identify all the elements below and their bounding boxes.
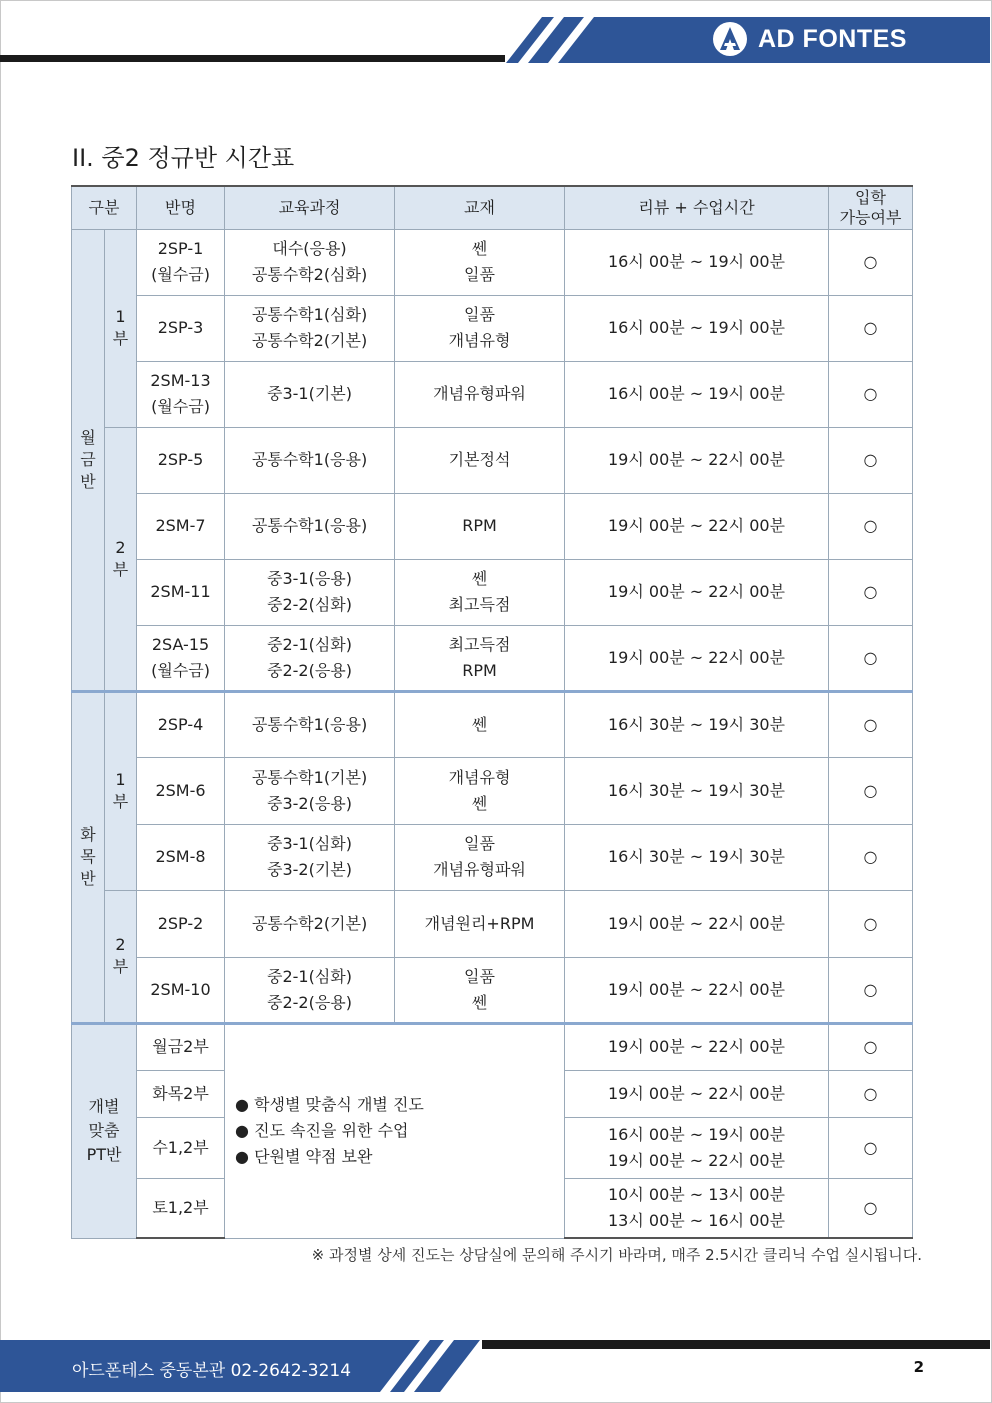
class-name-line: 2SM-7 [155,516,206,535]
footer-contact: 아드폰테스 중동본관 02-2642-3214 [72,1361,352,1381]
textbook [395,361,565,427]
admission-status: ○ [829,890,913,957]
course [225,427,395,493]
part-label-mf-1 [105,229,137,427]
class-time: 16시 00분 ~ 19시 00분 [565,229,829,295]
vertical-label: 2 부 [112,537,129,579]
class-time: 16시 30분 ~ 19시 30분 [565,757,829,824]
class-name [137,757,225,824]
course [225,824,395,890]
textbook-line: 쎈 [471,992,488,1012]
header-rule [0,55,505,62]
table-row [72,757,913,824]
pt-time [565,1178,829,1238]
textbook-line: 개념유형 [448,767,511,787]
class-name-line: (월수금) [151,660,210,680]
course-line: 공통수학2(기본) [251,913,368,933]
course-line: 중3-1(응용) [267,569,353,588]
course-line: 공통수학1(응용) [251,714,368,734]
pt-time-line: 10시 00분 ~ 13시 00분 [608,1184,786,1204]
admission-status: ○ [829,295,913,361]
class-time: 19시 00분 ~ 22시 00분 [565,559,829,625]
course [225,295,395,361]
table-row [72,295,913,361]
admission-status: ○ [829,427,913,493]
textbook [395,757,565,824]
textbook [395,559,565,625]
table-row [72,559,913,625]
class-name-line: 2SM-10 [150,979,211,999]
header-time: 리뷰 + 수업시간 [565,186,829,229]
pt-description [225,1023,565,1238]
textbook-line: 개념유형파워 [433,860,526,879]
class-name [137,957,225,1023]
admission-status: ○ [829,1023,913,1070]
class-time: 16시 30분 ~ 19시 30분 [565,691,829,757]
pt-time-line: 13시 00분 ~ 16시 00분 [608,1210,786,1230]
table-row [72,957,913,1023]
course-line: 공통수학1(응용) [251,516,368,535]
table-row [72,625,913,691]
pt-point-text: 단원별 약점 보완 [254,1147,373,1166]
header-book: 교재 [395,186,565,229]
admission-status: ○ [829,493,913,559]
logo-mark-icon [712,21,748,57]
pt-slot: 수1,2부 [137,1117,225,1178]
class-name [137,691,225,757]
header-course: 교육과정 [225,186,395,229]
course [225,691,395,757]
vertical-label: 월 금 반 [80,427,96,491]
textbook-line: 개념원리+RPM [424,913,535,933]
course-line: 중2-2(응용) [267,992,353,1012]
class-name [137,625,225,691]
course-line: 중3-2(기본) [267,860,353,879]
class-time: 16시 30분 ~ 19시 30분 [565,824,829,890]
admission-status: ○ [829,824,913,890]
admission-status: ○ [829,361,913,427]
course [225,890,395,957]
class-name [137,890,225,957]
brand-name: AD FONTES [758,24,907,53]
admission-status: ○ [829,625,913,691]
vertical-label: 2 부 [112,935,129,976]
group-label-pt-line: 개별 [88,1097,120,1116]
group-label-tt [72,691,105,1023]
part-label-tt-2 [105,890,137,1023]
textbook [395,890,565,957]
course-line: 공통수학2(심화) [251,265,368,284]
pt-time [565,1070,829,1117]
table-row [72,691,913,757]
class-name-line: 2SA-15 [151,634,210,654]
timetable [71,185,913,1239]
textbook-line: 최고득점 [448,634,511,654]
class-name-line: 2SM-8 [155,847,206,866]
textbook-line: 일품 [464,265,495,284]
class-time: 19시 00분 ~ 22시 00분 [565,427,829,493]
course-line: 중3-2(응용) [267,793,353,813]
bullet-icon: ● [235,1121,255,1140]
brand-logo [712,22,907,56]
class-name-line: 2SM-13 [150,371,211,390]
class-name [137,295,225,361]
course-line: 대수(응용) [272,239,347,258]
course-line: 중2-2(응용) [267,660,353,680]
table-row [72,890,913,957]
class-name [137,824,225,890]
class-time: 19시 00분 ~ 22시 00분 [565,625,829,691]
admission-status: ○ [829,957,913,1023]
class-name-line: 2SP-1 [157,239,204,258]
pt-point-text: 학생별 맞춤식 개별 진도 [254,1095,424,1114]
course-line: 공통수학1(기본) [251,767,368,787]
course [225,957,395,1023]
pt-slot: 화목2부 [137,1070,225,1117]
admission-status: ○ [829,757,913,824]
class-name-line: 2SP-2 [157,913,204,933]
pt-slot: 토1,2부 [137,1178,225,1238]
course-line: 중3-1(심화) [267,834,353,853]
textbook [395,493,565,559]
admission-status: ○ [829,691,913,757]
vertical-label: 1 부 [112,770,129,811]
class-name-line: (월수금) [151,397,210,416]
textbook-line: RPM [462,660,497,680]
pt-time-line: 19시 00분 ~ 22시 00분 [608,1150,786,1170]
vertical-label: 화 목 반 [80,825,96,888]
header-class: 반명 [137,186,225,229]
vertical-label: 1 부 [112,307,129,348]
textbook-line: 일품 [464,966,495,986]
class-name [137,361,225,427]
class-time: 19시 00분 ~ 22시 00분 [565,890,829,957]
footer-rule [482,1340,990,1349]
class-name-line: 2SP-5 [157,450,204,469]
course-line: 공통수학1(응용) [251,450,368,469]
admission-status: ○ [829,1070,913,1117]
textbook [395,957,565,1023]
course-line: 공통수학1(심화) [251,305,368,324]
page-number: 2 [913,1358,924,1376]
textbook [395,295,565,361]
course [225,361,395,427]
footnote: ※ 과정별 상세 진도는 상담실에 문의해 주시기 바라며, 매주 2.5시간 클리닉 수업 실시됩니다. [311,1246,922,1264]
class-name [137,559,225,625]
pt-point [235,1118,564,1144]
pt-point [235,1092,564,1118]
textbook-line: 쎈 [471,569,488,588]
course-line: 중2-1(심화) [267,966,353,986]
textbook [395,625,565,691]
table-row [72,427,913,493]
header-admission-line1: 입학 [855,187,886,207]
page-title: II. 중2 정규반 시간표 [72,144,295,172]
class-time: 16시 00분 ~ 19시 00분 [565,295,829,361]
pt-points [235,1092,564,1170]
admission-status: ○ [829,559,913,625]
header-admission-line2: 가능여부 [839,207,902,227]
class-time: 19시 00분 ~ 22시 00분 [565,957,829,1023]
textbook [395,824,565,890]
timetable-body [72,229,913,1238]
group-label-mf [72,229,105,691]
group-label-pt [72,1023,137,1238]
header-admission [829,186,913,229]
textbook [395,229,565,295]
textbook-line: 개념유형파워 [433,384,526,403]
textbook-line: 일품 [464,305,495,324]
textbook-line: 일품 [464,834,495,853]
course-line: 공통수학2(기본) [251,331,368,350]
class-name-line: 2SP-4 [157,714,204,734]
bullet-icon: ● [235,1095,255,1114]
pt-time-line: 19시 00분 ~ 22시 00분 [608,1083,786,1103]
class-name [137,427,225,493]
course-line: 중3-1(기본) [267,384,353,403]
class-name-line: 2SP-3 [157,318,204,337]
textbook-line: 최고득점 [448,595,511,614]
table-row [72,824,913,890]
part-label-mf-2 [105,427,137,691]
pt-slot: 월금2부 [137,1023,225,1070]
class-time: 16시 00분 ~ 19시 00분 [565,361,829,427]
pt-time [565,1023,829,1070]
pt-time [565,1117,829,1178]
textbook [395,427,565,493]
class-name [137,229,225,295]
textbook-line: 쎈 [471,714,488,734]
pt-point [235,1144,564,1170]
course-line: 중2-2(심화) [267,595,353,614]
course [225,229,395,295]
textbook-line: 쎈 [471,793,488,813]
textbook-line: 쎈 [471,239,488,258]
pt-time-line: 19시 00분 ~ 22시 00분 [608,1037,786,1056]
bullet-icon: ● [235,1147,255,1166]
course [225,559,395,625]
table-row [72,229,913,295]
table-row [72,493,913,559]
textbook-line: 기본정석 [448,450,511,469]
class-name-line: 2SM-6 [155,780,206,800]
class-time: 19시 00분 ~ 22시 00분 [565,493,829,559]
class-name [137,493,225,559]
class-name-line: (월수금) [151,265,210,284]
textbook [395,691,565,757]
textbook-line: 개념유형 [448,331,511,350]
pt-time-line: 16시 00분 ~ 19시 00분 [608,1124,786,1144]
part-label-tt-1 [105,691,137,890]
course [225,757,395,824]
course [225,493,395,559]
group-label-pt-line: 맞춤 [88,1121,120,1140]
header-group: 구분 [72,186,137,229]
admission-status: ○ [829,1117,913,1178]
admission-status: ○ [829,1178,913,1238]
admission-status: ○ [829,229,913,295]
course-line: 중2-1(심화) [267,634,353,654]
table-row [72,361,913,427]
course [225,625,395,691]
class-name-line: 2SM-11 [150,582,211,601]
pt-point-text: 진도 속진을 위한 수업 [254,1121,409,1140]
pt-row [72,1023,913,1070]
group-label-pt-line: PT반 [86,1145,122,1164]
textbook-line: RPM [462,516,497,535]
